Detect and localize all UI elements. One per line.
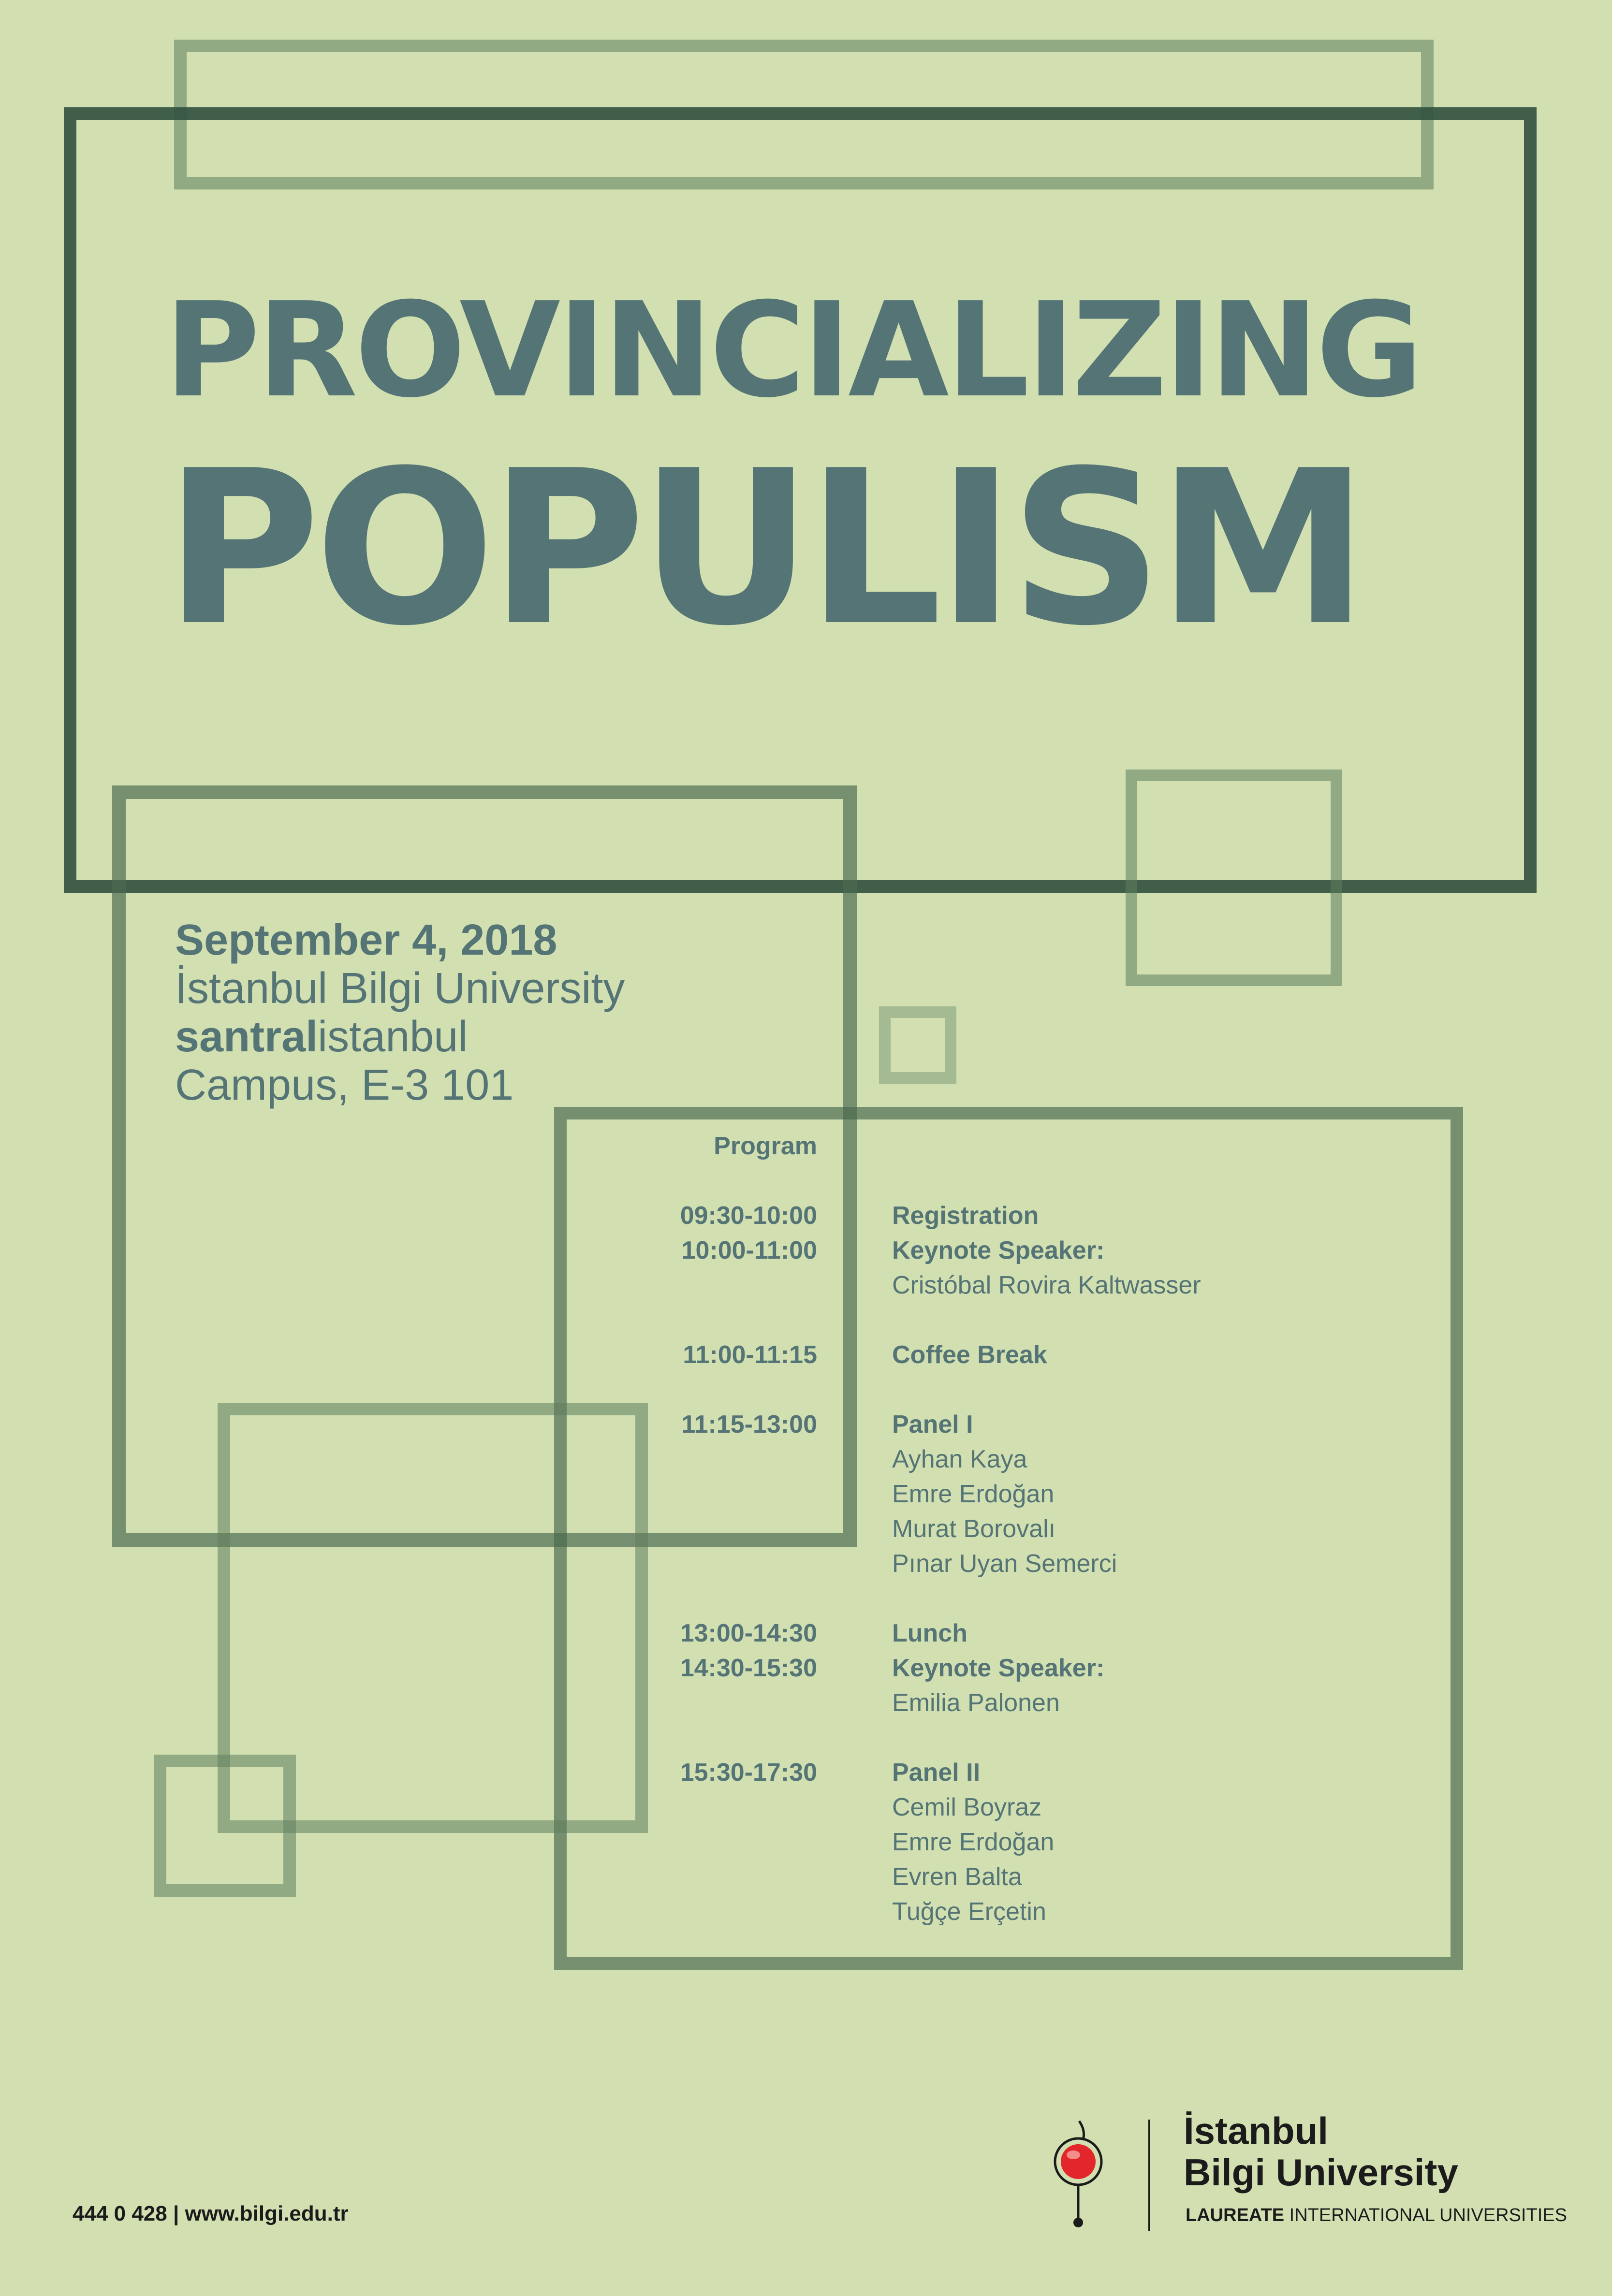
session-time: 11:15-13:00 xyxy=(681,1410,817,1439)
speaker-name: Tuğçe Erçetin xyxy=(892,1898,1046,1926)
speaker-name: Emilia Palonen xyxy=(892,1689,1060,1717)
room-info: Campus, E-3 101 xyxy=(175,1061,514,1109)
speaker-name: Cristóbal Rovira Kaltwasser xyxy=(892,1271,1201,1299)
campus-rest: istanbul xyxy=(318,1013,468,1061)
session-time: 15:30-17:30 xyxy=(680,1758,817,1787)
logo-wordmark xyxy=(1184,2110,1458,2193)
program-heading: Program xyxy=(714,1132,817,1160)
session-time: 13:00-14:30 xyxy=(680,1619,817,1647)
campus-bold: santral xyxy=(175,1013,318,1061)
logo-tag-rest: INTERNATIONAL UNIVERSITIES xyxy=(1284,2205,1567,2225)
session-title: Keynote Speaker: xyxy=(892,1654,1105,1682)
speaker-name: Pınar Uyan Semerci xyxy=(892,1550,1117,1578)
session-title: Lunch xyxy=(892,1619,967,1647)
speaker-name: Emre Erdoğan xyxy=(892,1828,1055,1856)
venue-info xyxy=(175,916,625,1109)
speaker-name: Evren Balta xyxy=(892,1863,1022,1891)
session-entry xyxy=(892,1198,1039,1233)
session-time: 09:30-10:00 xyxy=(680,1202,817,1230)
session-time: 14:30-15:30 xyxy=(680,1654,817,1682)
footer-contact: 444 0 428 | www.bilgi.edu.tr xyxy=(73,2202,349,2225)
logo-divider xyxy=(1148,2120,1150,2231)
session-title: Panel II xyxy=(892,1758,981,1787)
event-date: September 4, 2018 xyxy=(175,916,557,964)
speaker-name: Emre Erdoğan xyxy=(892,1480,1055,1508)
session-entry xyxy=(892,1616,967,1651)
session-time: 11:00-11:15 xyxy=(683,1341,817,1369)
logo-line-1: İstanbul xyxy=(1184,2109,1329,2152)
logo-tagline xyxy=(1186,2205,1567,2226)
session-entry xyxy=(892,1233,1201,1303)
session-entry xyxy=(892,1755,1054,1929)
university-logo-icon xyxy=(1049,2117,1107,2233)
bottom-left-square xyxy=(154,1755,296,1897)
campus-name xyxy=(175,1013,625,1061)
session-title: Registration xyxy=(892,1202,1039,1230)
university-name: İstanbul Bilgi University xyxy=(175,964,625,1013)
session-entry xyxy=(892,1651,1104,1720)
session-entry xyxy=(892,1407,1117,1581)
session-time: 10:00-11:00 xyxy=(681,1236,817,1264)
session-title: Panel I xyxy=(892,1410,973,1439)
upper-right-square xyxy=(1126,770,1342,986)
title-line-1: PROVINCIALIZING xyxy=(164,274,1421,426)
session-title: Coffee Break xyxy=(892,1341,1047,1369)
speaker-name: Murat Borovalı xyxy=(892,1515,1056,1543)
logo-tag-bold: LAUREATE xyxy=(1186,2205,1285,2225)
speaker-name: Ayhan Kaya xyxy=(892,1445,1027,1473)
title-line-2: POPULISM xyxy=(164,425,1363,672)
speaker-name: Cemil Boyraz xyxy=(892,1793,1042,1821)
session-entry xyxy=(892,1337,1047,1372)
small-square xyxy=(879,1006,956,1084)
session-title: Keynote Speaker: xyxy=(892,1236,1105,1264)
logo-line-2: Bilgi University xyxy=(1184,2151,1458,2194)
